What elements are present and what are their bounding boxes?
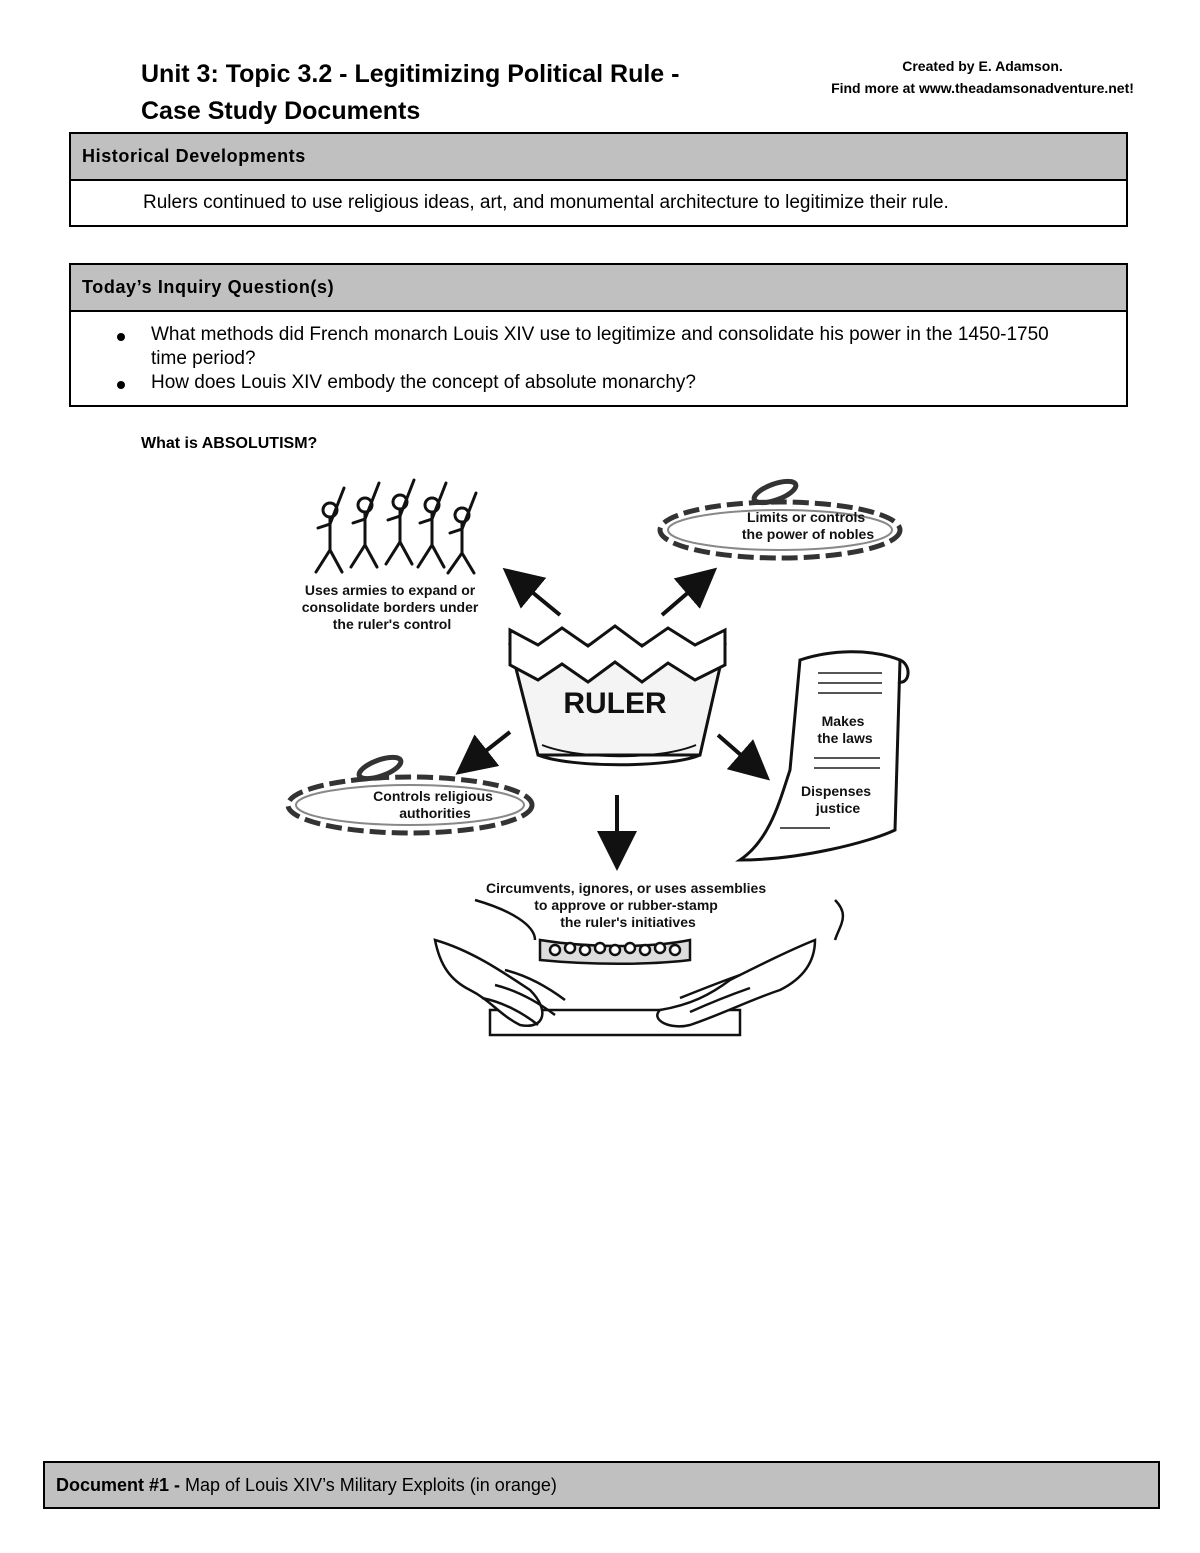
religion-line: Controls religious	[373, 788, 493, 804]
nobles-line: Limits or controls	[746, 509, 866, 525]
assemblies-line: to approve or rubber-stamp	[534, 897, 718, 913]
inquiry-questions-list	[71, 323, 1126, 395]
justice-line: Dispenses	[801, 783, 872, 799]
historical-developments-text: Rulers continued to use religious ideas, art, and monumental architecture to legitimize their rule.	[143, 192, 949, 213]
title-line-1: Unit 3: Topic 3.2 - Legitimizing Political Rule -	[141, 60, 680, 88]
ruler-label: RULER	[563, 687, 667, 720]
laws-line: Makes	[821, 713, 865, 729]
absolutism-heading: What is ABSOLUTISM?	[141, 435, 318, 452]
bullet-icon	[117, 333, 125, 341]
armies-line: Uses armies to expand or	[304, 582, 476, 598]
historical-developments-heading: Historical Developments	[71, 134, 1126, 181]
bullet-icon	[117, 381, 125, 389]
list-item	[71, 371, 1126, 395]
list-item	[71, 323, 1126, 371]
religion-line: authorities	[399, 805, 471, 821]
inquiry-questions-box	[69, 263, 1128, 407]
title-line-2: Case Study Documents	[141, 97, 421, 125]
assemblies-line: Circumvents, ignores, or uses assemblies	[485, 880, 767, 896]
nobles-label	[742, 509, 874, 542]
soldiers-icon	[316, 480, 476, 573]
credit-website: Find more at www.theadamsonadventure.net!	[831, 80, 1134, 96]
armies-line: consolidate borders under	[301, 599, 479, 615]
historical-developments-box	[69, 132, 1128, 227]
assemblies-label	[486, 880, 770, 930]
document-1-label: Document #1 -	[56, 1475, 181, 1495]
laws-line: the laws	[817, 730, 873, 746]
nobles-line: the power of nobles	[741, 526, 875, 542]
document-1-box	[43, 1461, 1160, 1509]
assemblies-line: the ruler's initiatives	[560, 914, 696, 930]
question-text: What methods did French monarch Louis XIV use to legitimize and consolidate his power in the 1450-1750 time period?	[151, 324, 1049, 369]
armies-label	[302, 582, 482, 632]
credit	[790, 55, 1175, 99]
document-1-title: Map of Louis XIV’s Military Exploits (in orange)	[180, 1475, 557, 1495]
laws-label	[817, 713, 872, 746]
absolutism-diagram	[270, 470, 930, 1050]
page-title	[141, 56, 679, 130]
inquiry-questions-heading: Today’s Inquiry Question(s)	[71, 265, 1126, 312]
question-text: How does Louis XIV embody the concept of absolute monarchy?	[151, 372, 696, 393]
religion-label	[373, 788, 497, 821]
armies-line: the ruler's control	[332, 616, 452, 632]
justice-line: justice	[815, 800, 861, 816]
credit-author: Created by E. Adamson.	[902, 58, 1063, 74]
